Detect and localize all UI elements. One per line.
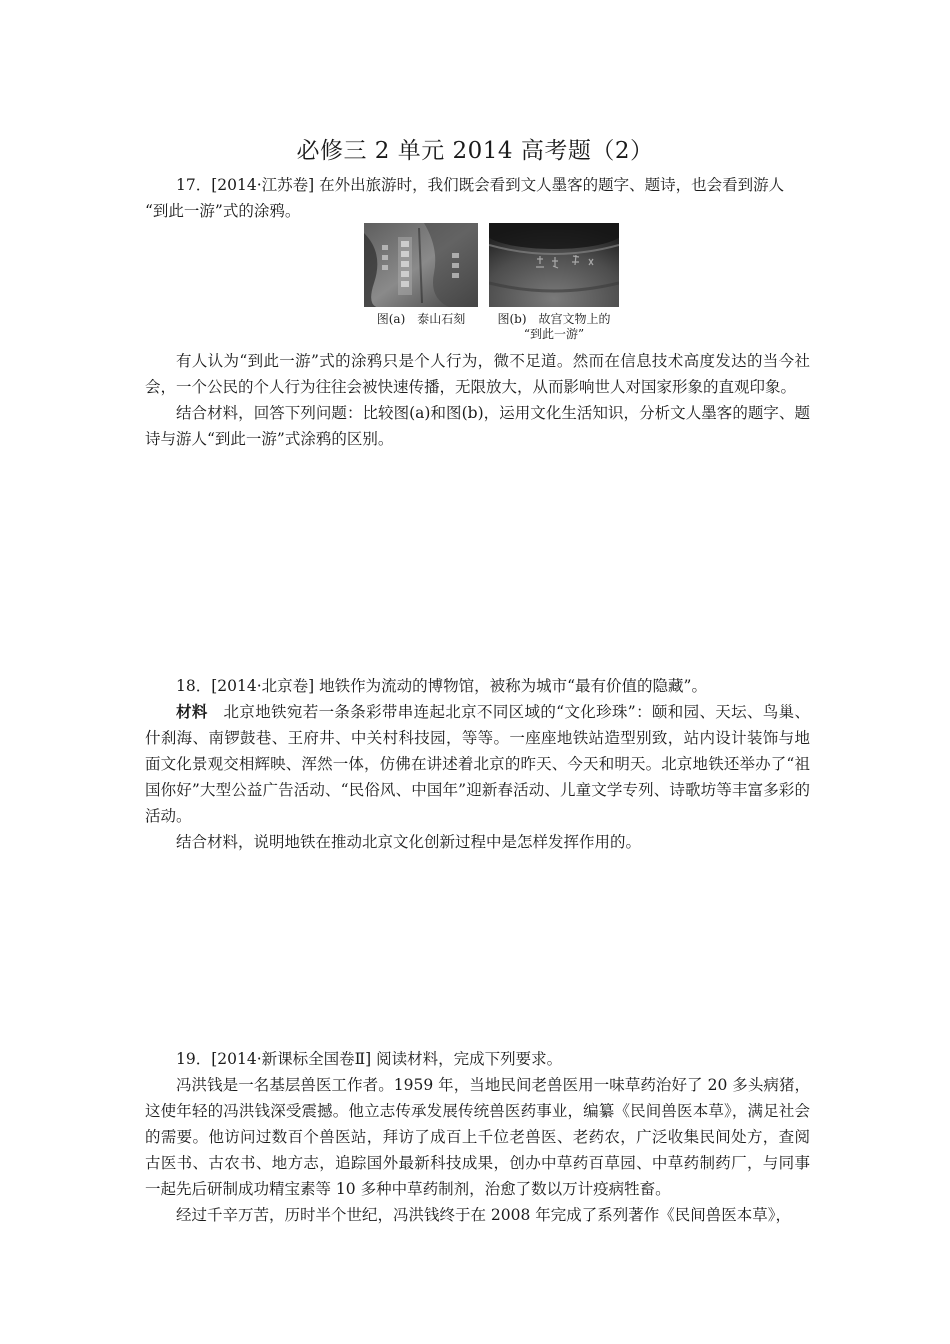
q19-stem: 19．[2014·新课标全国卷Ⅱ] 阅读材料，完成下列要求。 [176,1050,563,1068]
figure-b-caption [489,312,619,342]
figure-b-caption-line1: 图(b) 故宫文物上的 [497,312,611,326]
q18-material [145,699,810,829]
palace-relic-graffiti-image [489,223,619,307]
q18-material-text: 北京地铁宛若一条条彩带串连起北京不同区域的“文化珍珠”：颐和园、天坛、鸟巢、什刹海、南锣鼓巷、王府井、中关村科技园，等等。一座座地铁站造型别致，站内设计装饰与地面文化景观交相辉映、浑然一体，仿佛在讲述着北京的昨天、今天和明天。北京地铁还举办了“祖国你好”大型公益广告活动、“民俗风、中国年”迎新春活动、儿童文学专列、诗歌坊等丰富多彩的活动。 [145,703,810,825]
figure-a-caption: 图(a) 泰山石刻 [376,312,466,326]
q19-paragraph-1: 冯洪钱是一名基层兽医工作者。1959 年，当地民间老兽医用一味草药治好了 20 多头病猪，这使年轻的冯洪钱深受震撼。他立志传承发展传统兽医药事业，编纂《民间兽医本草》，满足社会的需要。他访问过数百个兽医站，拜访了成百上千位老兽医、老药农，广泛收集民间处方，查阅古医书、古农书、地方志，追踪国外最新科技成果，创办中草药百草园、中草药制药厂，与同事一起先后研制成功精宝素等 10 多种中草药制剂，治愈了数以万计疫病牲畜。 [145,1076,811,1198]
q19-paragraph-2: 经过千辛万苦，历时半个世纪，冯洪钱终于在 2008 年完成了系列著作《民间兽医本草》， [176,1206,792,1224]
q17-stem-line1: 17．[2014·江苏卷] 在外出旅游时，我们既会看到文人墨客的题字、题诗，也会看到游人 [176,176,785,194]
q18-question: 结合材料，说明地铁在推动北京文化创新过程中是怎样发挥作用的。 [176,833,642,851]
q18-stem: 18．[2014·北京卷] 地铁作为流动的博物馆，被称为城市“最有价值的隐藏”。 [176,677,707,695]
figure-b [489,223,619,342]
q17-figures [364,223,622,343]
taishan-stone-carving-image [364,223,478,307]
question-19 [145,1046,810,1228]
q17-stem-line2: “到此一游”式的涂鸦。 [145,202,301,220]
q17-paragraph-1: 有人认为“到此一游”式的涂鸦只是个人行为，微不足道。然而在信息技术高度发达的当今社会，一个公民的个人行为往往会被快速传播，无限放大，从而影响世人对国家形象的直观印象。 [145,352,810,396]
figure-b-caption-line2: “到此一游” [523,327,585,341]
figure-a [364,223,478,327]
q17-paragraph-2: 结合材料，回答下列问题：比较图(a)和图(b)，运用文化生活知识，分析文人墨客的题字、题诗与游人“到此一游”式涂鸦的区别。 [145,404,810,448]
page-title: 必修三 2 单元 2014 高考题（2） [296,138,654,164]
question-18 [145,673,810,855]
question-17-body [145,348,810,452]
q18-material-label: 材料 [176,702,208,721]
question-17 [145,172,810,224]
